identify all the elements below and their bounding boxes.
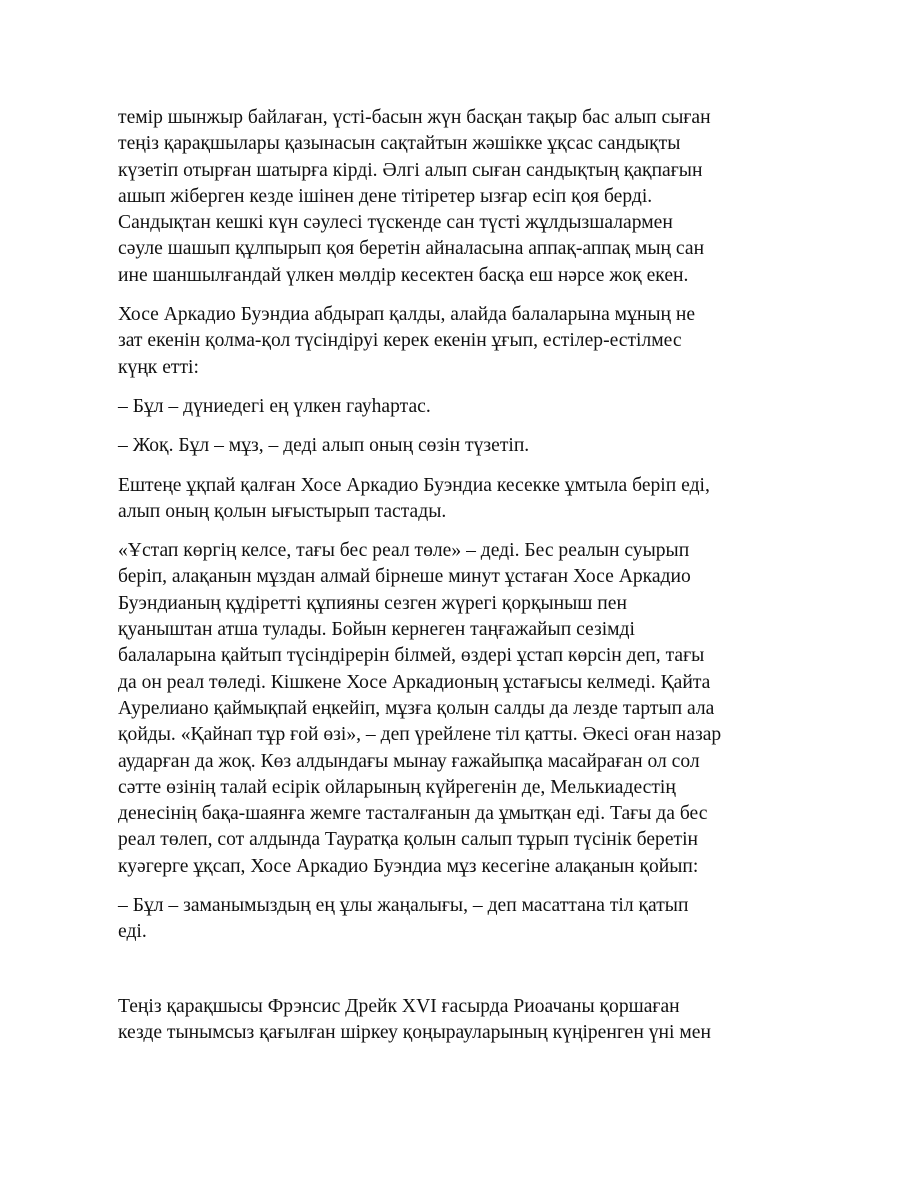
text-line: «Ұстап көргің келсе, тағы бес реал төле» – деді. Бес реалын суырып: [118, 540, 690, 562]
text-line: беріп, алақанын мұздан алмай бірнеше минут ұстаған Хосе Аркадио: [118, 566, 691, 588]
paragraph-2: [118, 302, 808, 381]
text-line: теңіз қарақшылары қазынасын сақтайтын жәшікке ұқсас сандықты: [118, 133, 681, 155]
text-line: ине шаншылғандай үлкен мөлдір кесектен басқа еш нәрсе жоқ екен.: [118, 264, 689, 286]
next-section-paragraph: [118, 994, 808, 1047]
text-line: Буэндианың құдіретті құпияны сезген жүрегі қорқыныш пен: [118, 592, 627, 614]
text-line: Хосе Аркадио Буэндиа абдырап қалды, алайда балаларына мұның не: [118, 304, 696, 326]
text-line: да он реал төледі. Кішкене Хосе Аркадионың ұстағысы келмеді. Қайта: [118, 671, 711, 693]
text-line: Сандықтан кешкі күн сәулесі түскенде сан түсті жұлдызшалармен: [118, 212, 673, 234]
text-line: сәуле шашып құлпырып қоя беретін айналасына аппақ-аппақ мың сан: [118, 238, 705, 260]
text-line: кезде тынымсыз қағылған шіркеу қоңырауларының күңіренген үні мен: [118, 1021, 711, 1043]
text-line: куәгерге ұқсап, Хосе Аркадио Буэндиа мұз кесегіне алақанын қойып:: [118, 855, 699, 877]
text-line: ашып жіберген кезде ішінен дене тітіретер ызғар есіп қоя берді.: [118, 185, 653, 207]
text-line: темір шынжыр байлаған, үсті-басын жүн басқан тақыр бас алып сыған: [118, 107, 711, 128]
text-line: қойды. «Қайнап тұр ғой өзі», – деп үрейлене тіл қатты. Әкесі оған назар: [118, 724, 722, 746]
text-line: балаларына қайтып түсіндірерін білмей, өздері ұстап көрсін деп, тағы: [118, 645, 705, 667]
paragraph-3: [118, 394, 808, 420]
text-line: Аурелиано қаймықпай еңкейіп, мұзға қолын салды да лезде тартып ала: [118, 697, 715, 719]
text-line: зат екенін қолма-қол түсіндіруі керек екенін ұғып, естілер-естілмес: [118, 330, 682, 352]
text-line: күзетіп отырған шатырға кірді. Әлгі алып сыған сандықтың қақпағын: [118, 159, 703, 181]
text-line: алып оның қолын ығыстырып тастады.: [118, 500, 447, 522]
body-text: [118, 105, 808, 1059]
paragraph-7: [118, 893, 808, 946]
paragraph-4: [118, 433, 808, 459]
text-line: Теңіз қарақшысы Фрэнсис Дрейк XVI ғасырда Риоачаны қоршаған: [118, 995, 680, 1017]
text-line: Ештеңе ұқпай қалған Хосе Аркадио Буэндиа кесекке ұмтыла беріп еді,: [118, 474, 710, 496]
section-break: [118, 959, 808, 994]
text-line: реал төлеп, сот алдында Тауратқа қолын салып тұрып түсінік беретін: [118, 829, 699, 851]
text-line: – Бұл – заманымыздың ең ұлы жаңалығы, – деп масаттана тіл қатып: [118, 895, 689, 917]
paragraph-5: [118, 473, 808, 526]
text-line: еді.: [118, 921, 147, 943]
text-line: – Жоқ. Бұл – мұз, – деді алып оның сөзін түзетіп.: [118, 435, 530, 457]
text-line: күңк етті:: [118, 356, 199, 378]
text-line: – Бұл – дүниедегі ең үлкен гауһартас.: [118, 395, 431, 417]
text-line: сәтте өзінің талай есірік ойларының күйрегенін де, Мелькиадестің: [118, 776, 676, 798]
text-line: қуаныштан атша тулады. Бойын кернеген таңғажайып сезімді: [118, 619, 635, 641]
text-line: денесінің бақа-шаянға жемге тасталғанын да ұмытқан еді. Тағы да бес: [118, 803, 708, 825]
paragraph-6: [118, 538, 808, 880]
text-line: аударған да жоқ. Көз алдындағы мынау ғажайыпқа масайраған ол сол: [118, 750, 700, 772]
paragraph-1: [118, 105, 808, 289]
